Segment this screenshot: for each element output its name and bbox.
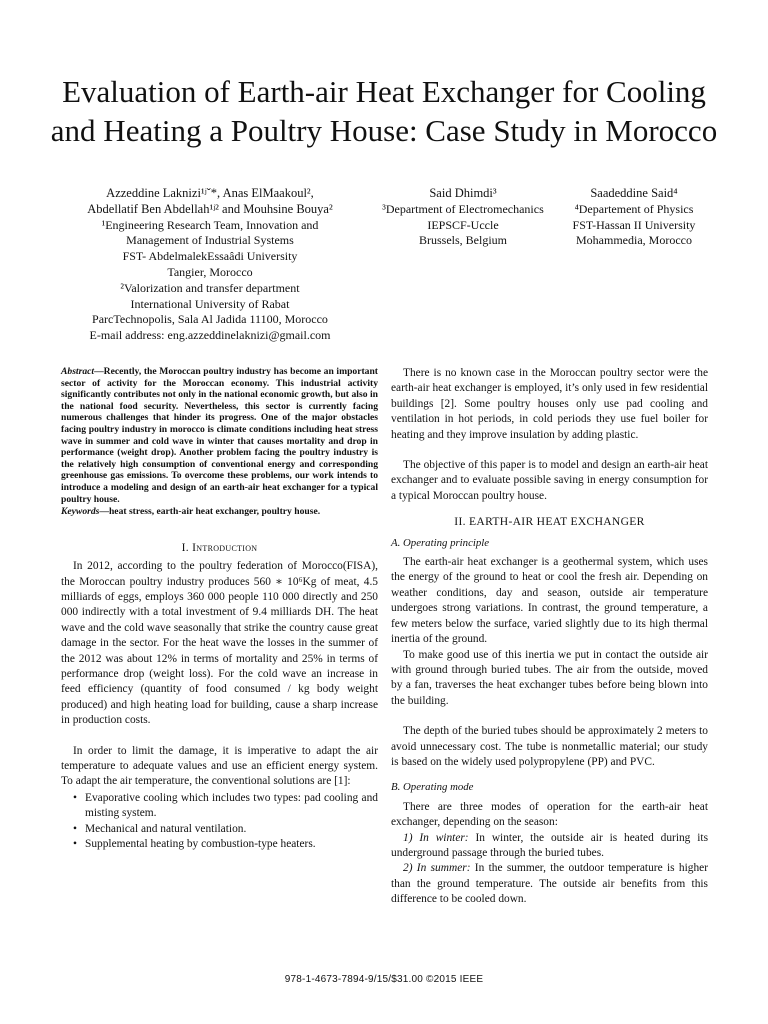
author-name: Saadeddine Said⁴	[590, 186, 678, 200]
affiliation-line: IEPSCF-Uccle	[427, 217, 499, 232]
keywords	[61, 506, 378, 518]
affiliation-line: FST- AbdelmalekEssaâdi University	[122, 249, 298, 264]
solutions-list	[61, 791, 378, 853]
author-block-dhimdi	[368, 186, 558, 249]
section-heading-earth-air: II. EARTH-AIR HEAT EXCHANGER	[454, 515, 645, 529]
body-paragraph: To make good use of this inertia we put in contact the outside air with ground through buried tubes. The air from the outside, moved by a fan, traverses the heat exchanger tubes before being blown into the building.	[391, 648, 708, 707]
body-paragraph: There are three modes of operation for the earth-air heat exchanger, depending on the season:	[391, 800, 708, 829]
author-names: Azzeddine Laknizi¹ʲˇ*, Anas ElMaakoul²,	[106, 186, 314, 200]
paper-title: Evaluation of Earth-air Heat Exchanger for Cooling and Heating a Poultry House: Case Study in Morocco	[50, 74, 718, 148]
affiliation-line: Brussels, Belgium	[418, 233, 507, 248]
body-paragraph: The objective of this paper is to model and design an earth-air heat exchanger and to evaluate possible saving in energy consumption for a typical Moroccan poultry house.	[391, 459, 708, 502]
affiliation-line: ²Valorization and transfer department	[120, 280, 300, 295]
list-item: • Evaporative cooling which includes two types: pad cooling and misting system.	[61, 791, 378, 822]
affiliation-line: ³Department of Electromechanics	[382, 201, 544, 216]
section-heading-introduction: I. Introduction	[181, 540, 258, 554]
affiliation-line: Management of Industrial Systems	[126, 233, 294, 248]
body-paragraph	[391, 861, 708, 907]
author-names: Abdellatif Ben Abdellah¹ʲ² and Mouhsine Bouya²	[87, 201, 333, 216]
paragraph-lead: 1) In winter:	[403, 831, 469, 844]
author-email: E-mail address: eng.azzeddinelaknizi@gmail.com	[89, 328, 331, 343]
paragraph-text: In the summer, the outdoor temperature is higher than the ground temperature. The outside air benefits from this difference to be cooled down.	[391, 862, 708, 906]
body-paragraph: The earth-air heat exchanger is a geothermal system, which uses the energy of the ground to heat or cool the fresh air. Depending on weather conditions, day and season, outside air temperature undergoes strong variations. In contrast, the ground temperature, a few meters below the surface, varied slightly due to its high thermal inertia of the ground.	[391, 556, 708, 646]
subsection-heading: A. Operating principle	[391, 536, 490, 549]
paragraph-text: In winter, the outside air is heated during its underground passage through the buried tubes.	[391, 831, 708, 859]
affiliation-line: Mohammedia, Morocco	[576, 233, 692, 248]
keywords-text: —heat stress, earth-air heat exchanger, poultry house.	[99, 506, 321, 518]
affiliation-line: International University of Rabat	[130, 296, 290, 311]
abstract-lead: Abstract	[61, 366, 95, 377]
body-paragraph: The depth of the buried tubes should be approximately 2 meters to avoid unnecessary cost. The tube is nonmetallic material; our study is based on the widely used polypropylene (PP) and PVC.	[391, 725, 708, 768]
body-paragraph	[391, 831, 708, 862]
intro-paragraph: In order to limit the damage, it is imperative to adapt the air temperature to adequate values and use an efficient energy system. To adapt the air temperature, the conventional solutions are [1]:	[61, 744, 378, 788]
affiliation-line: Tangier, Morocco	[167, 264, 253, 279]
keywords-lead: Keywords	[61, 506, 100, 518]
author-block-said	[544, 186, 724, 249]
left-column	[61, 366, 378, 852]
list-item: • Supplemental heating by combustion-type heaters.	[61, 837, 378, 852]
copyright-footer: 978-1-4673-7894-9/15/$31.00 ©2015 IEEE	[284, 974, 484, 985]
affiliation-line: FST-Hassan II University	[572, 217, 696, 232]
list-item: • Mechanical and natural ventilation.	[61, 822, 378, 837]
abstract-text: —Recently, the Moroccan poultry industry has become an important sector of activity for the Moroccan economy. This industrial activity significantly contributes not only in the national economic growth, but also in the national food security. Nevertheless, this sector is currently facing numerous challenges that hinder its progress. One of the major obstacles facing poultry industry in morocco is climate conditions including heat stress wave in summer and cold wave in winter that causes mortality and drop in performance (weight drop). Another problem facing the poultry industry is the relatively high consumption of conventional energy and corresponding greenhouse gas emissions. To overcome these problems, our work intends to introduce a modeling and design of an earth-air heat exchanger for a typical poultry house.	[61, 366, 378, 505]
right-column	[391, 366, 708, 908]
affiliation-line: ⁴Departement of Physics	[574, 201, 694, 216]
abstract	[61, 366, 378, 505]
affiliation-line: ParcTechnopolis, Sala Al Jadida 11100, Morocco	[92, 312, 328, 327]
subsection-heading: B. Operating mode	[391, 781, 474, 794]
author-name: Said Dhimdi³	[429, 186, 497, 200]
paragraph-lead: 2) In summer:	[403, 862, 471, 875]
author-block-primary	[40, 186, 380, 344]
body-paragraph: There is no known case in the Moroccan poultry sector were the earth-air heat exchanger is employed, it’s only used in few residential buildings [2]. Some poultry houses only use pad cooling and ventilation in hot periods, in cold periods they use fuel boiler for heating and they improve insulation by adding plastic.	[391, 367, 708, 441]
intro-paragraph: In 2012, according to the poultry federation of Morocco(FISA), the Moroccan poultry industry produces 560 ∗ 10⁶Kg of meat, 4.5 milliards of eggs, employs 360 000 people 110 000 directly and 250 000 indirectly with a total investment of 9.4 milliards DH. The heat wave and the cold wave seasonally that strike the country cause great damage in the sector. For the heat wave the losses in the summer of the 2012 was about 12% in terms of mortality and 25% in terms of performance drop (weight loss). For the cold wave an increase in feed efficiency (quantity of food consumed / kg body weight produced) and high heating load for building, cause a sharp increase in production costs.	[61, 560, 378, 727]
affiliation-line: ¹Engineering Research Team, Innovation and	[101, 217, 319, 232]
